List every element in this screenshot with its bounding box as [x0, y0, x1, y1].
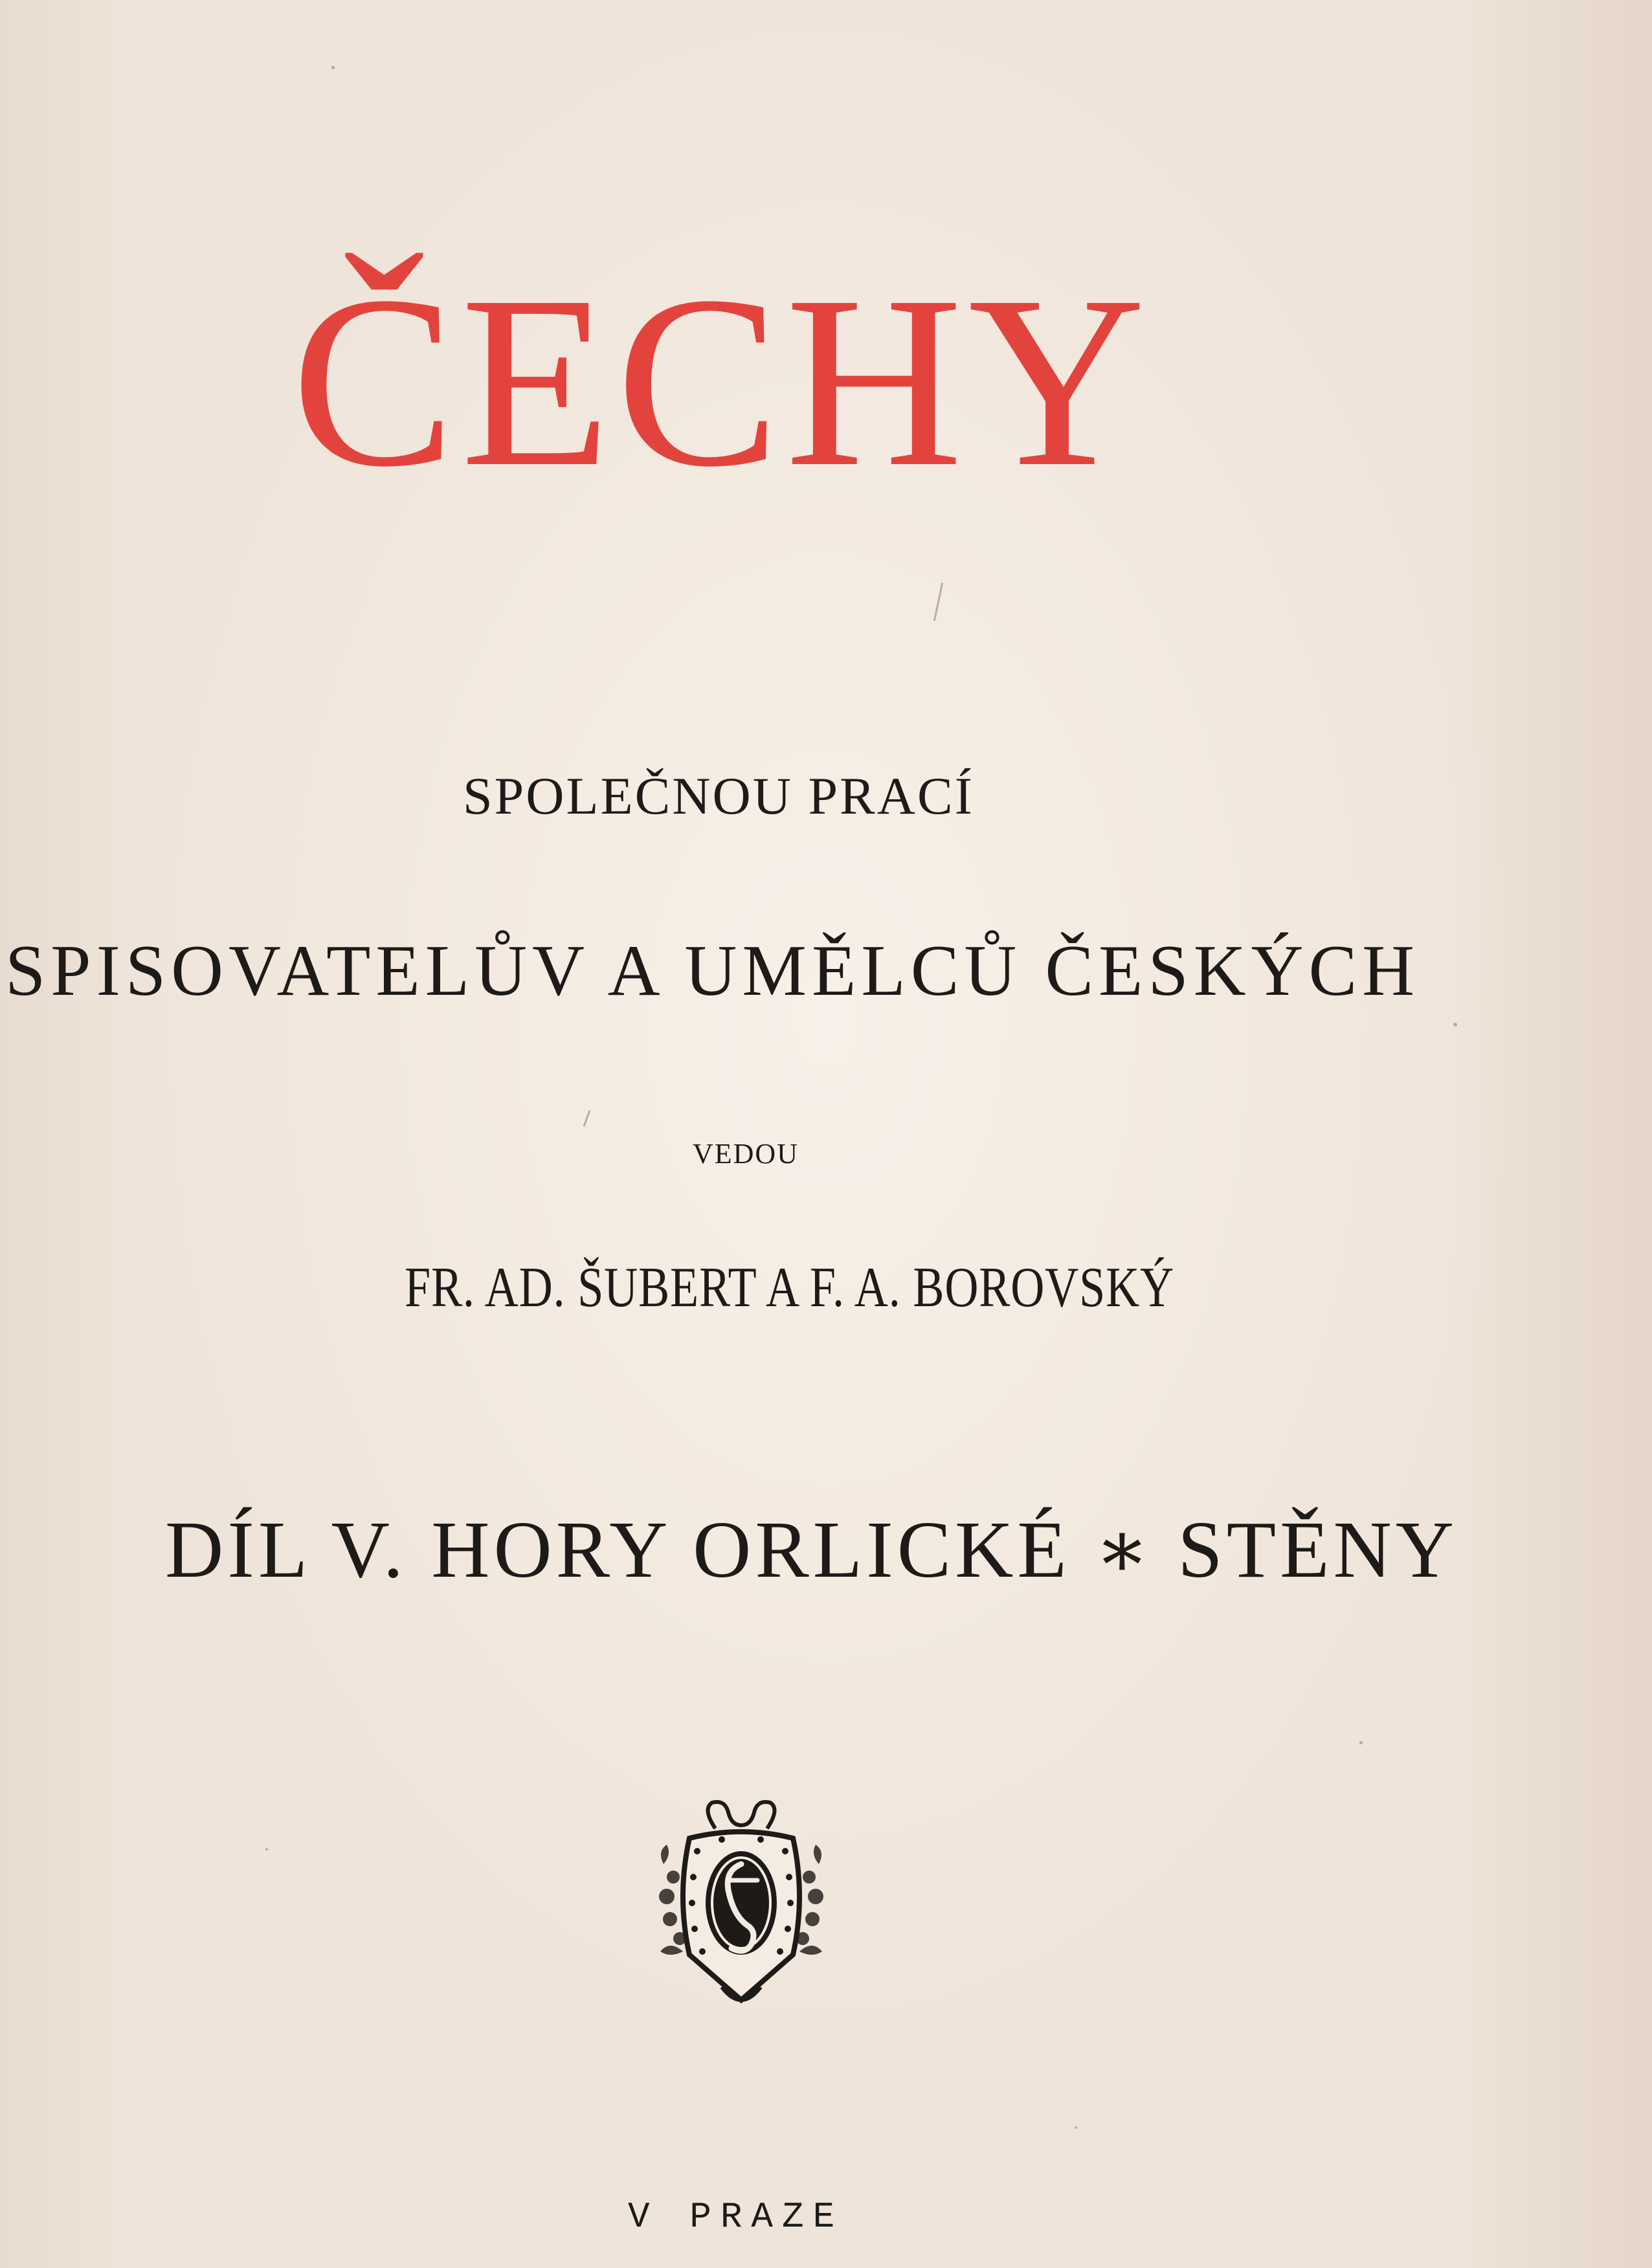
paper-speck [583, 1110, 591, 1126]
paper-speck [933, 583, 943, 621]
place-of-publication: V PRAZE [628, 2196, 844, 2238]
volume-title: DÍL V. HORY ORLICKÉ ∗ STĚNY [165, 1506, 1458, 1595]
editors-line: FR. AD. ŠUBERT A F. A. BOROVSKÝ [405, 1256, 1174, 1319]
paper-speck [1359, 1741, 1363, 1744]
paper-speck [1075, 2126, 1077, 2129]
subtitle-line-2: SPISOVATELŮV A UMĚLCŮ ČESKÝCH [5, 931, 1420, 1011]
book-title: ČECHY [291, 245, 1151, 518]
publisher-mark-icon [644, 1799, 838, 2013]
paper-speck [331, 66, 335, 69]
subtitle-line-1: SPOLEČNOU PRACÍ [463, 766, 974, 825]
paper-speck [265, 1848, 268, 1851]
paper-speck [1453, 1023, 1457, 1027]
led-by-label: VEDOU [693, 1138, 799, 1170]
